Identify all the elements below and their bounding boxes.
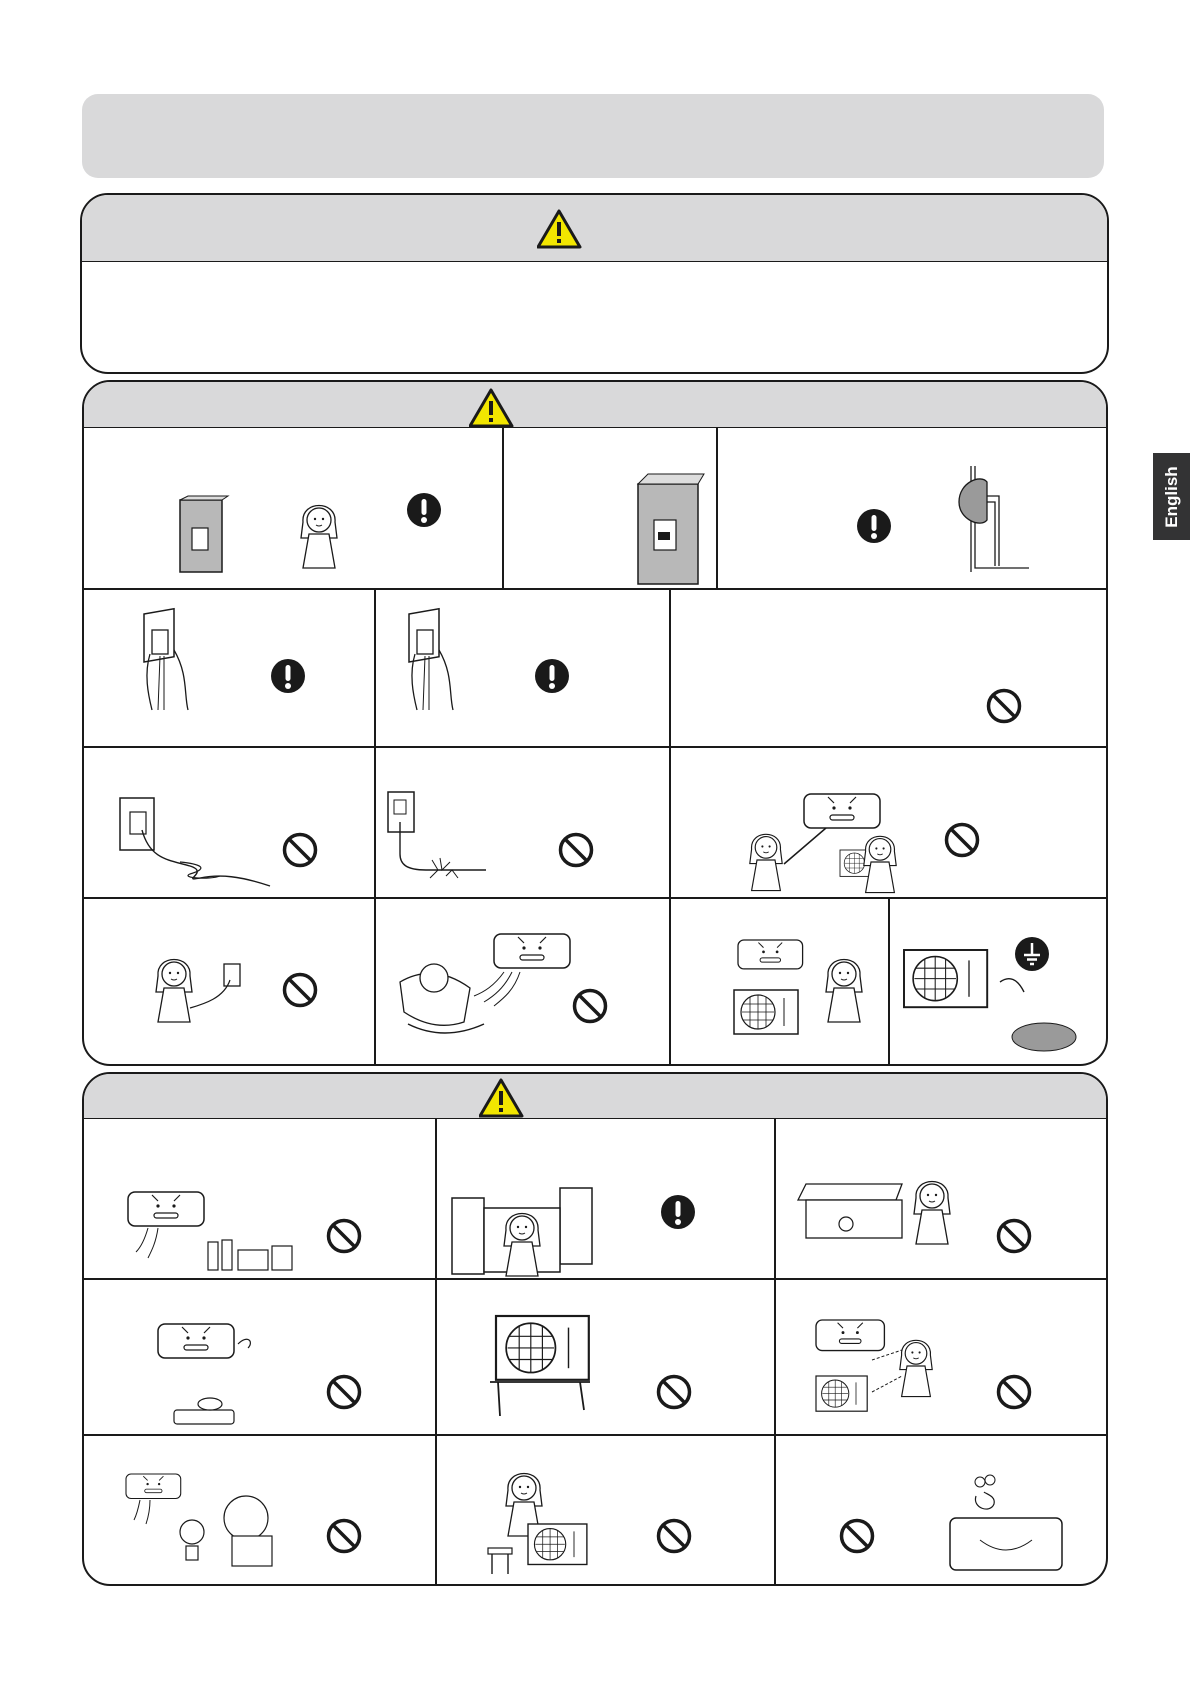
person-and-units-illustration <box>734 938 884 1048</box>
prohibited-icon <box>944 822 980 858</box>
ground-icon <box>1014 936 1050 972</box>
prohibited-icon <box>839 1518 875 1554</box>
cautions-panel <box>82 1072 1108 1586</box>
person-on-phone-illustration <box>299 500 339 576</box>
child-on-unit-illustration <box>488 1476 608 1576</box>
prohibited-icon <box>996 1218 1032 1254</box>
mandatory-icon <box>660 1194 696 1230</box>
plug-hand-illustration <box>409 614 469 724</box>
grid-line <box>84 897 1106 899</box>
prohibited-icon <box>572 988 608 1024</box>
warnings-panel <box>82 380 1108 1066</box>
prohibited-icon <box>986 688 1022 724</box>
grid-line <box>84 1434 1106 1436</box>
prohibited-icon <box>326 1218 362 1254</box>
extension-cord-illustration <box>120 790 270 890</box>
grid-line <box>716 427 718 589</box>
grid-line <box>502 427 504 589</box>
prohibited-icon <box>656 1518 692 1554</box>
grid-line <box>435 1118 437 1584</box>
prohibited-icon <box>656 1374 692 1410</box>
mandatory-icon <box>534 658 570 694</box>
airflow-on-plants-illustration <box>126 1474 286 1570</box>
spray-near-outlet-illustration <box>144 948 264 1040</box>
damaged-cord-illustration <box>386 792 496 882</box>
outdoor-unit-stand-illustration <box>490 1310 600 1420</box>
prohibited-icon <box>282 832 318 868</box>
grid-line <box>84 746 1106 748</box>
kids-poking-unit-illustration <box>744 794 914 904</box>
prohibited-icon <box>282 972 318 1008</box>
circuit-breaker-illustration <box>174 496 226 576</box>
wall-pipe-illustration <box>959 462 1049 582</box>
unit-over-food-illustration <box>128 1192 298 1272</box>
page-title-bar <box>82 94 1104 178</box>
warnings-panel-header <box>84 382 1106 428</box>
grid-line <box>84 1278 1106 1280</box>
mandatory-icon <box>856 508 892 544</box>
warning-triangle-icon <box>479 1078 525 1118</box>
grid-line <box>888 897 890 1064</box>
cautions-panel-header <box>84 1074 1106 1119</box>
grid-line <box>669 588 671 1064</box>
touching-unit-illustration <box>792 1174 972 1264</box>
grid-line <box>374 588 376 1064</box>
unit-over-stove-illustration <box>158 1324 288 1434</box>
language-tab-label: English <box>1161 465 1181 528</box>
spraying-units-illustration <box>806 1320 946 1424</box>
notice-panel <box>80 193 1109 374</box>
baby-under-airflow-illustration <box>394 932 574 1042</box>
notice-panel-header <box>82 195 1107 262</box>
prohibited-icon <box>326 1374 362 1410</box>
prohibited-icon <box>558 832 594 868</box>
warning-triangle-icon <box>469 388 515 428</box>
breaker-switch-illustration <box>634 470 704 586</box>
plug-hand-illustration <box>144 614 204 724</box>
prohibited-icon <box>996 1374 1032 1410</box>
mandatory-icon <box>270 658 306 694</box>
vase-on-unit-illustration <box>950 1474 1070 1574</box>
outdoor-unit-ground-illustration <box>904 942 1084 1052</box>
prohibited-icon <box>326 1518 362 1554</box>
mandatory-icon <box>406 492 442 528</box>
language-tab[interactable] <box>1153 453 1190 540</box>
grid-line <box>774 1118 776 1584</box>
grid-line <box>84 588 1106 590</box>
warning-triangle-icon <box>537 209 583 251</box>
open-window-illustration <box>452 1188 592 1276</box>
